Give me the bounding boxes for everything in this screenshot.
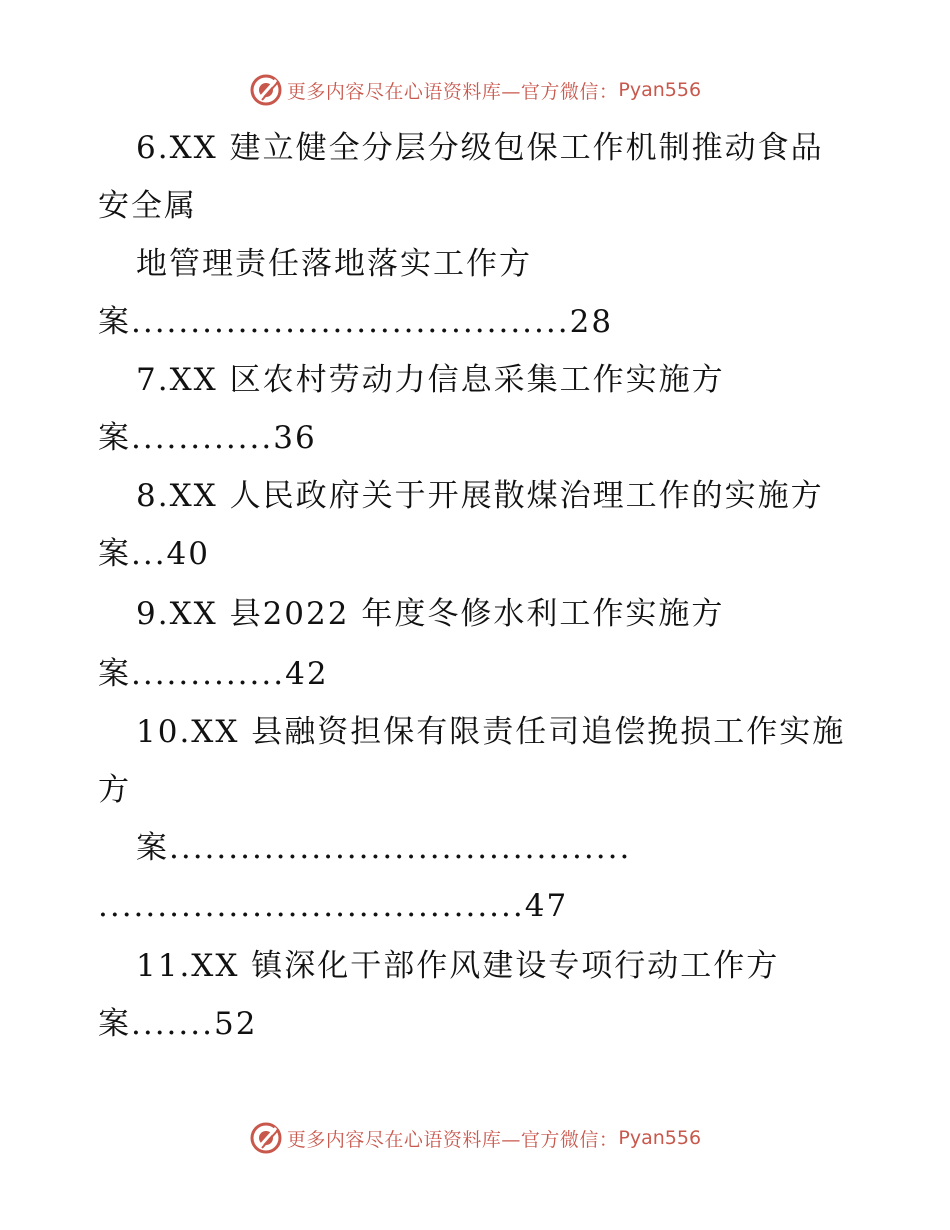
toc-entry-7-title[interactable]: 7.XX 区农村劳动力信息采集工作实施方 bbox=[136, 362, 725, 398]
toc-entry-11-title[interactable]: 11.XX 镇深化干部作风建设专项行动工作方 bbox=[136, 948, 780, 984]
toc-entry-10-title[interactable]: 10.XX 县融资担保有限责任司追偿挽损工作实施 bbox=[136, 714, 846, 750]
toc-entry-6-title-cont2[interactable]: 地管理责任落地落实工作方 bbox=[136, 246, 532, 282]
toc-entry-10-title-cont[interactable]: 方 bbox=[98, 772, 131, 808]
watermark-text: 更多内容尽在心语资料库—官方微信： bbox=[286, 80, 619, 103]
toc-entry-9-title[interactable]: 9.XX 县2022 年度冬修水利工作实施方 bbox=[136, 596, 725, 632]
toc-entry-10-leader[interactable]: 案....................................... bbox=[136, 830, 632, 866]
toc-entry-9-page[interactable]: 案.............42 bbox=[98, 656, 329, 692]
watermark-text: 更多内容尽在心语资料库—官方微信： bbox=[286, 1128, 619, 1151]
toc-entry-8-title[interactable]: 8.XX 人民政府关于开展散煤治理工作的实施方 bbox=[136, 478, 824, 514]
header-watermark bbox=[0, 70, 950, 110]
watermark-id: Pyan556 bbox=[618, 1127, 702, 1149]
toc-entry-7-page[interactable]: 案............36 bbox=[98, 420, 317, 456]
brand-logo-icon bbox=[249, 1121, 283, 1155]
toc-entry-6-page[interactable]: 案.....................................28 bbox=[98, 304, 614, 340]
brand-logo-icon bbox=[249, 73, 283, 107]
toc-entry-6-title-cont[interactable]: 安全属 bbox=[98, 188, 197, 224]
toc-entry-11-page[interactable]: 案.......52 bbox=[98, 1006, 258, 1042]
toc-entry-10-page[interactable]: ....................................47 bbox=[98, 888, 569, 924]
toc-entry-6-title[interactable]: 6.XX 建立健全分层分级包保工作机制推动食品 bbox=[136, 130, 824, 166]
toc-entry-8-page[interactable]: 案...40 bbox=[98, 536, 211, 572]
watermark-id: Pyan556 bbox=[618, 79, 702, 101]
footer-watermark bbox=[0, 1118, 950, 1158]
